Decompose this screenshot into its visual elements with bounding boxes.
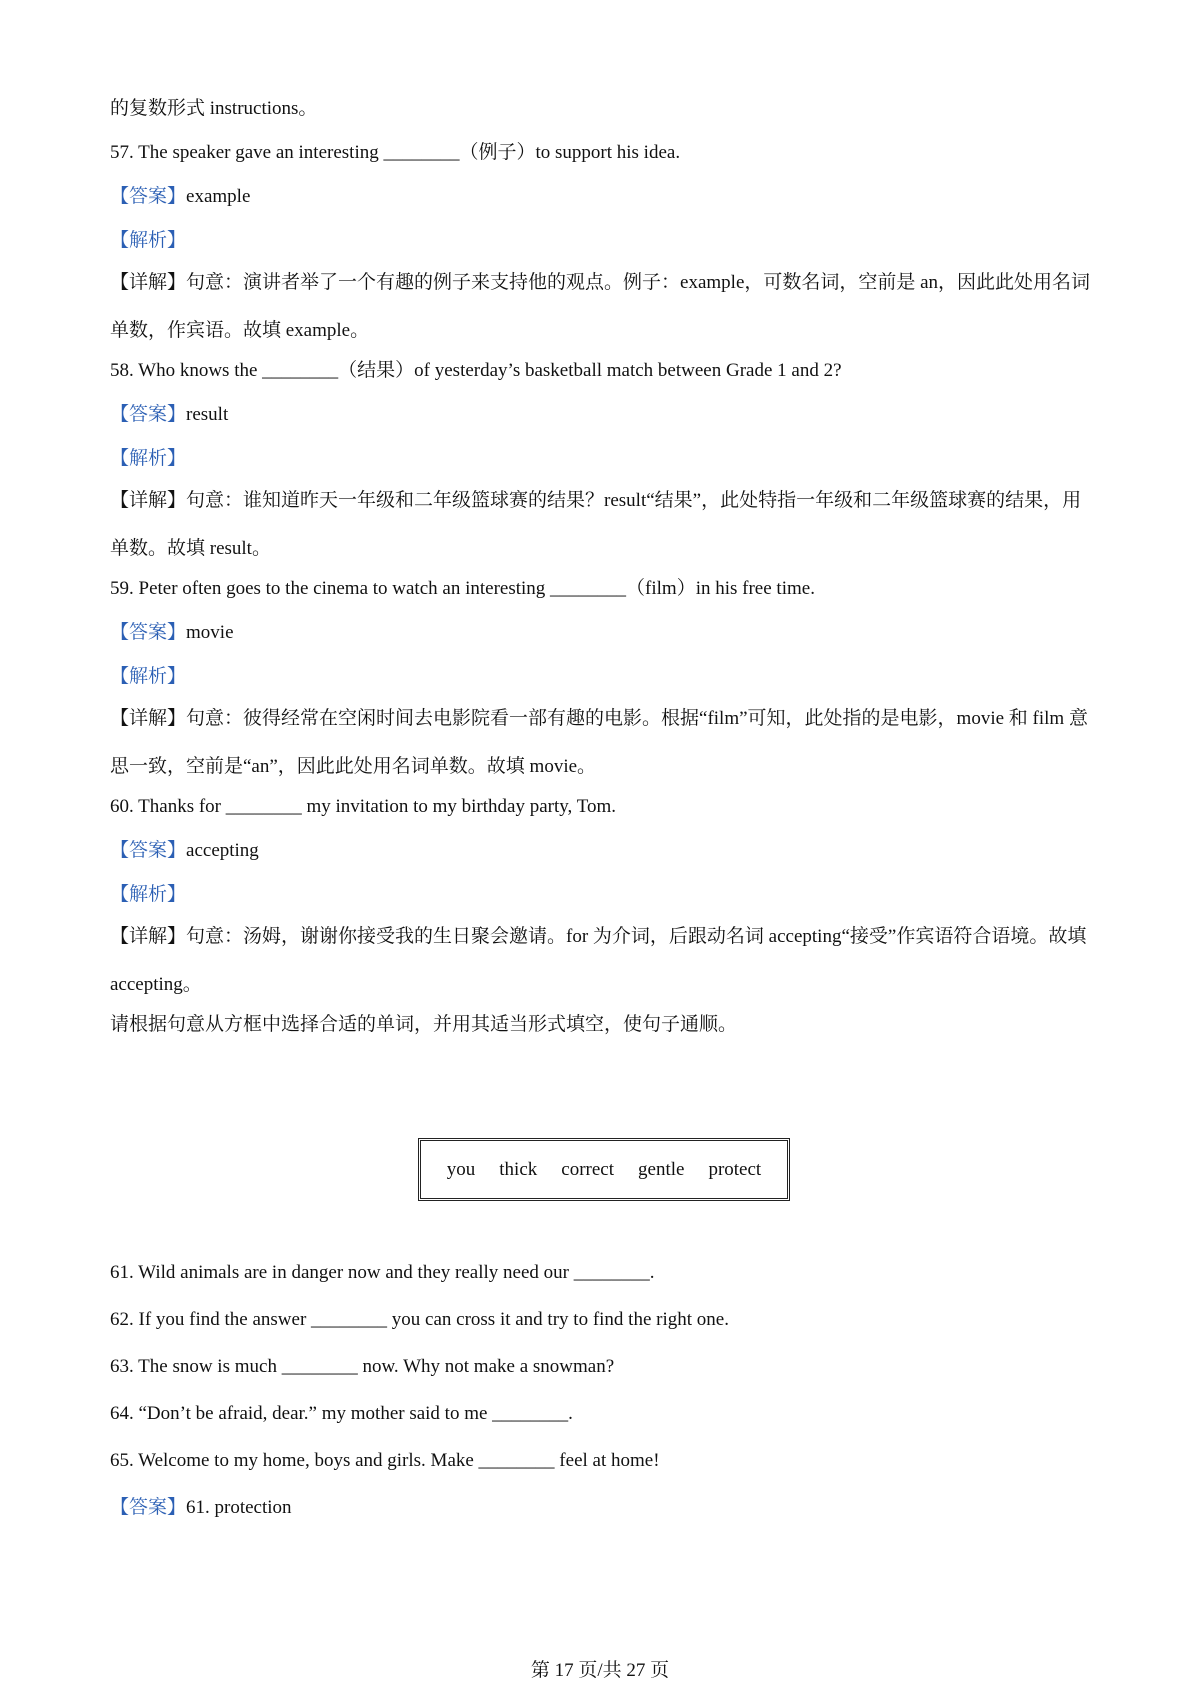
detail-57 <box>110 259 1100 355</box>
analysis-60: 【解析】 <box>110 884 187 905</box>
detail-58 <box>110 477 1100 573</box>
answer-tag: 【答案】 <box>110 186 187 207</box>
question-64: 64. “Don’t be afraid, dear.” my mother said to me ________. <box>110 1403 573 1424</box>
answer-60 <box>110 838 259 864</box>
question-58: 58. Who knows the ________（结果）of yesterday’s basketball match between Grade 1 and 2? <box>110 360 842 381</box>
question-61: 61. Wild animals are in danger now and they really need our ________. <box>110 1262 655 1283</box>
page-footer: 第 17 页/共 27 页 <box>530 1660 670 1681</box>
detail-text: 句意：谁知道昨天一年级和二年级篮球赛的结果？result“结果”，此处特指一年级和二年级篮球赛的结果，用单数。故填 result。 <box>110 490 1082 559</box>
answer-text: example <box>186 186 251 207</box>
line-continuation: 的复数形式 instructions。 <box>110 98 318 119</box>
question-57: 57. The speaker gave an interesting ________（例子）to support his idea. <box>110 142 681 163</box>
word-box-item: correct <box>561 1158 615 1180</box>
detail-tag: 【详解】 <box>110 708 187 729</box>
question-60: 60. Thanks for ________ my invitation to my birthday party, Tom. <box>110 796 616 817</box>
answer-text: result <box>186 404 229 425</box>
answer-61-65 <box>110 1495 292 1521</box>
answer-text: accepting <box>186 840 259 861</box>
answer-tag: 【答案】 <box>110 840 187 861</box>
answer-tag: 【答案】 <box>110 404 187 425</box>
detail-text: 句意：汤姆，谢谢你接受我的生日聚会邀请。for 为介词，后跟动名词 accepting“接受”作宾语符合语境。故填 accepting。 <box>110 926 1087 995</box>
word-box-item: thick <box>499 1158 538 1180</box>
question-62: 62. If you find the answer ________ you can cross it and try to find the right one. <box>110 1309 729 1330</box>
detail-60 <box>110 913 1100 1009</box>
word-box <box>418 1138 790 1201</box>
detail-59 <box>110 695 1100 791</box>
detail-tag: 【详解】 <box>110 926 187 947</box>
detail-tag: 【详解】 <box>110 490 187 511</box>
question-63: 63. The snow is much ________ now. Why not make a snowman? <box>110 1356 615 1377</box>
section-instruction: 请根据句意从方框中选择合适的单词，并用其适当形式填空，使句子通顺。 <box>110 1014 738 1035</box>
answer-tag: 【答案】 <box>110 622 187 643</box>
question-59: 59. Peter often goes to the cinema to watch an interesting ________（film）in his free time. <box>110 578 815 599</box>
answer-58 <box>110 402 228 428</box>
answer-tag: 【答案】 <box>110 1497 187 1518</box>
detail-tag: 【详解】 <box>110 272 187 293</box>
word-box-item: gentle <box>638 1158 685 1180</box>
word-box-item: protect <box>708 1158 762 1180</box>
analysis-58: 【解析】 <box>110 448 187 469</box>
answer-text: 61. protection <box>186 1497 292 1518</box>
detail-text: 句意：演讲者举了一个有趣的例子来支持他的观点。例子：example，可数名词，空前是 an，因此此处用名词单数，作宾语。故填 example。 <box>110 272 1091 341</box>
answer-59 <box>110 620 234 646</box>
word-box-item: you <box>446 1158 476 1180</box>
answer-57 <box>110 184 250 210</box>
analysis-57: 【解析】 <box>110 230 187 251</box>
answer-text: movie <box>186 622 234 643</box>
detail-text: 句意：彼得经常在空闲时间去电影院看一部有趣的电影。根据“film”可知，此处指的是电影，movie 和 film 意思一致，空前是“an”，因此此处用名词单数。故填 movie。 <box>110 708 1088 777</box>
question-65: 65. Welcome to my home, boys and girls. Make ________ feel at home! <box>110 1450 660 1471</box>
analysis-59: 【解析】 <box>110 666 187 687</box>
